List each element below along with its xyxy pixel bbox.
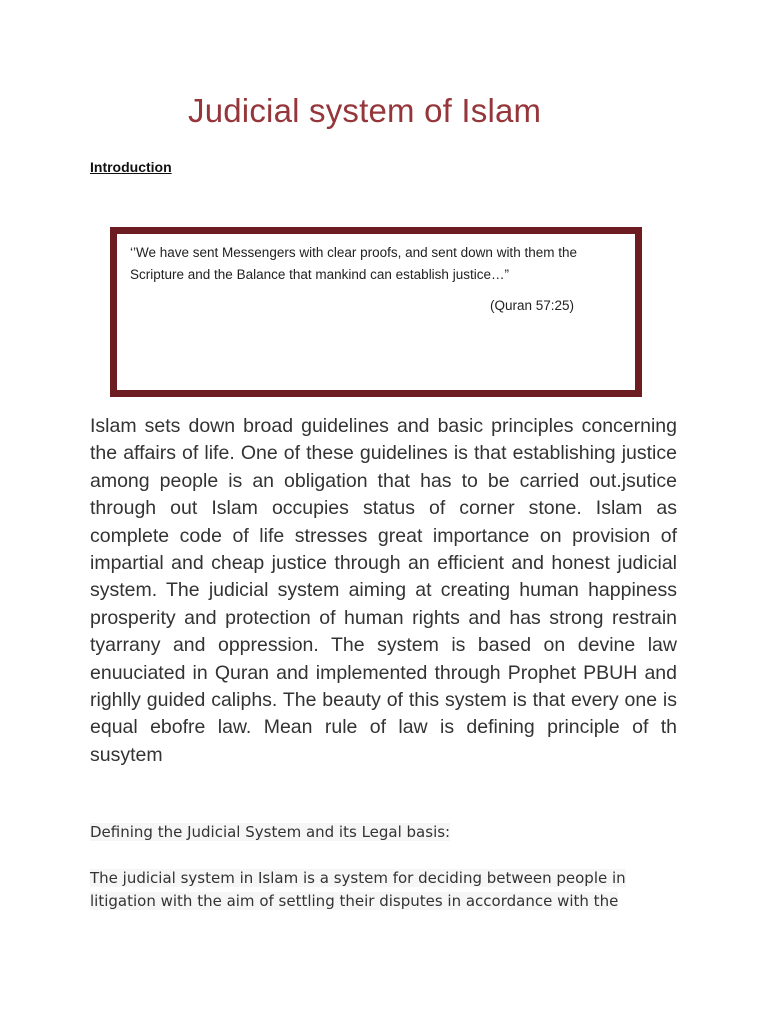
quote-text: ‘’We have sent Messengers with clear proofs, and sent down with them the Scripture and the Balance that mankind can establish justice…” <box>130 245 577 282</box>
quote-box <box>110 227 642 397</box>
section-paragraph <box>90 867 670 913</box>
section-paragraph-line: litigation with the aim of settling their disputes in accordance with the <box>90 892 619 910</box>
body-paragraph: Islam sets down broad guidelines and basic principles concerning the affairs of life. One of these guidelines is that establishing justice among people is an obligation that has to be carried out.jsutice through out Islam occupies status of corner stone. Islam as complete code of life stresses great importance on provision of impartial and cheap justice through an efficient and honest judicial system. The judicial system aiming at creating human happiness prosperity and protection of human rights and has strong restrain tyarrany and oppression. The system is based on devine law enuuciated in Quran and implemented through Prophet PBUH and righlly guided caliphs. The beauty of this system is that every one is equal ebofre law. Mean rule of law is defining principle of th susytem <box>90 415 677 766</box>
section-heading: Defining the Judicial System and its Legal basis: <box>90 823 451 841</box>
document-title: Judicial system of Islam <box>188 92 542 129</box>
introduction-heading: Introduction <box>90 159 172 175</box>
section-paragraph-line: The judicial system in Islam is a system for deciding between people in <box>90 869 626 887</box>
quote-citation: (Quran 57:25) <box>490 298 575 313</box>
